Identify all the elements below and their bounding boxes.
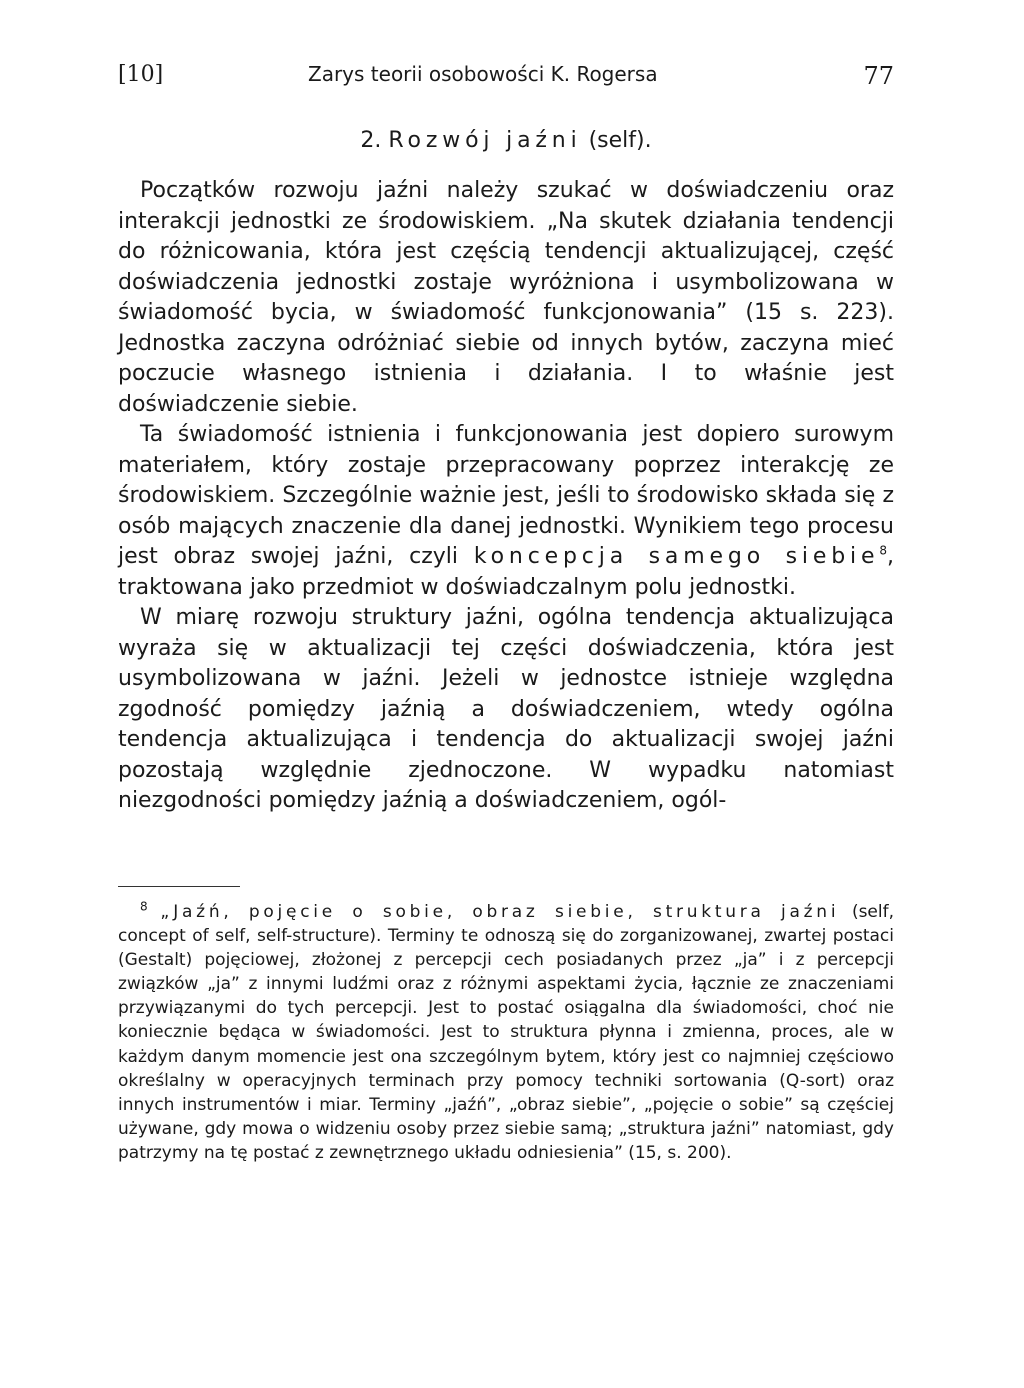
section-title: Rozwój jaźni: [388, 128, 582, 153]
footnote-paragraph: [118, 900, 894, 1165]
footnote-mark: 8: [140, 899, 148, 914]
page-number: 77: [863, 62, 894, 90]
footnote-divider: [118, 886, 240, 887]
footnote-reference: 8: [879, 543, 887, 558]
section-heading: [118, 128, 894, 153]
paragraph-2-text-after: , traktowana jako przedmiot w doświadczalnym polu jednostki.: [118, 544, 894, 600]
section-number: 2.: [360, 128, 382, 153]
footnote-text: (self, concept of self, self-structure). Terminy te odnoszą się do zorganizowanej, zwartej postaci (Gestalt) pojęciowej, złożonej z percepcji cech posiadanych przez „ja” i z percepcji związków „ja” z innymi ludźmi oraz z różnymi aspektami życia, łącznie ze znaczeniami przywiązanymi do tych percepcji. Jest to postać osiągalna dla świadomości, choć nie koniecznie będąca w świadomości. Jest to struktura płynna i zmienna, proces, ale w każdym danym momencie jest ona szczególnym bytem, który jest co najmniej częściowo określalny w operacyjnych terminach przy pomocy techniki sortowania (Q-sort) oraz innych instrumentów i miar. Terminy „jaźń”, „obraz siebie”, „pojęcie o sobie” są częściej używane, gdy mowa o widzeniu osoby przez siebie samą; „struktura jaźni” natomiast, gdy patrzymy na tę postać z zewnętrznego układu odniesienia” (15, s. 200).: [118, 902, 894, 1163]
running-title: Zarys teorii osobowości K. Rogersa: [308, 62, 658, 86]
footnote-terms: „Jaźń, pojęcie o sobie, obraz siebie, struktura jaźni: [160, 902, 840, 922]
chapter-number: [10]: [118, 62, 164, 87]
footnote: [118, 900, 894, 1165]
emphasized-term: koncepcja samego siebie: [473, 544, 880, 569]
paragraph-1: Początków rozwoju jaźni należy szukać w doświadczeniu oraz interakcji jednostki ze środowiskiem. „Na skutek działania tendencji do różnicowania, która jest częścią tendencji aktualizującej, część doświadczenia jednostki zostaje wyróżniona i usymbolizowana w świadomość bycia, w świadomość funkcjonowania” (15 s. 223). Jednostka zaczyna odróżniać siebie od innych bytów, zaczyna mieć poczucie własnego istnienia i działania. I to właśnie jest doświadczenie siebie.: [118, 178, 894, 417]
paragraph-3: W miarę rozwoju struktury jaźni, ogólna tendencja aktualizująca wyraża się w aktualizacji tej części doświadczenia, która jest usymbolizowana w jaźni. Jeżeli w jednostce istnieje względna zgodność pomiędzy jaźnią a doświadczeniem, wtedy ogólna tendencja aktualizująca i tendencja do aktualizacji swojej jaźni pozostają względnie zjednoczone. W wypadku natomiast niezgodności pomiędzy jaźnią a doświadczeniem, ogól-: [118, 605, 894, 813]
section-title-suffix: (self).: [588, 128, 652, 153]
running-header: [118, 62, 894, 96]
paragraph-2-text-before: Ta świadomość istnienia i funkcjonowania jest dopiero surowym materiałem, który zostaje przepracowany poprzez interakcję ze środowiskiem. Szczególnie ważnie jest, jeśli to środowisko składa się z osób mających znaczenie dla danej jednostki. Wynikiem tego procesu jest obraz swojej jaźni, czyli: [118, 422, 894, 569]
body-text: [118, 176, 894, 817]
paragraph-2: [118, 420, 894, 603]
